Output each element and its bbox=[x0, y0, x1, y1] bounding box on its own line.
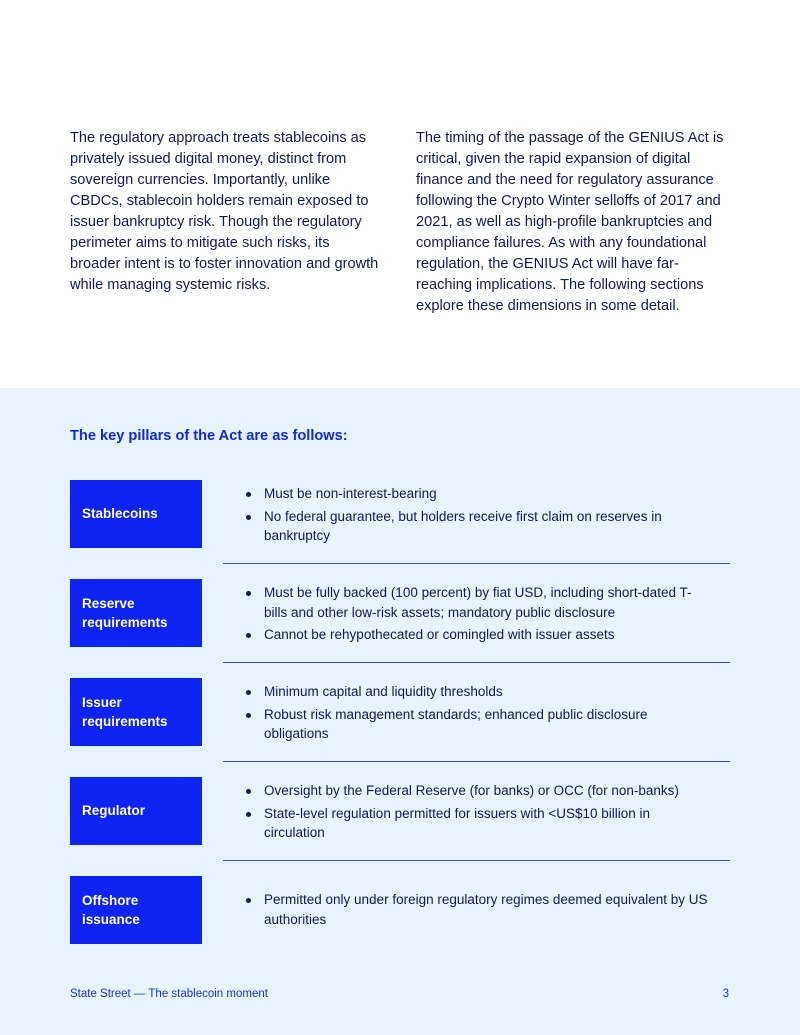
bullet-dot-icon bbox=[246, 591, 251, 596]
pillars-list bbox=[70, 480, 730, 975]
pillar-label-reserve-requirements bbox=[70, 579, 202, 647]
bullet-item bbox=[244, 583, 714, 622]
pillar-bullets bbox=[244, 781, 714, 846]
intro-right-paragraph: The timing of the passage of the GENIUS Act is critical, given the rapid expansion of digital finance and the need for regulatory assurance following the Crypto Winter selloffs of 2017 and 2021, as well as high-profile bankruptcies and compliance failures. As with any foundational regulation, the GENIUS Act will have far-reaching implications. The following sections explore these dimensions in some detail. bbox=[416, 130, 724, 314]
bullet-item bbox=[244, 781, 714, 801]
pillar-label-regulator bbox=[70, 777, 202, 845]
bullet-dot-icon bbox=[246, 713, 251, 718]
bullet-item bbox=[244, 804, 714, 843]
pillar-row-stablecoins bbox=[70, 480, 730, 579]
intro-section bbox=[0, 0, 800, 388]
bullet-item bbox=[244, 890, 714, 929]
intro-right-column bbox=[416, 128, 726, 317]
bullet-dot-icon bbox=[246, 898, 251, 903]
pillar-row-offshore-issuance bbox=[70, 876, 730, 975]
row-divider bbox=[223, 563, 730, 564]
bullet-text: Oversight by the Federal Reserve (for banks) or OCC (for non-banks) bbox=[264, 783, 679, 798]
bullet-dot-icon bbox=[246, 633, 251, 638]
bullet-item bbox=[244, 682, 714, 702]
footer-title: State Street — The stablecoin moment bbox=[70, 988, 268, 1000]
bullet-item bbox=[244, 625, 714, 645]
pillar-bullets bbox=[244, 682, 714, 747]
pillar-bullets bbox=[244, 484, 714, 549]
row-divider bbox=[223, 761, 730, 762]
bullet-dot-icon bbox=[246, 789, 251, 794]
pillar-row-regulator bbox=[70, 777, 730, 876]
pillars-section bbox=[0, 388, 800, 1035]
row-divider bbox=[223, 662, 730, 663]
pillar-label-text: Offshore issuance bbox=[82, 892, 140, 927]
bullet-dot-icon bbox=[246, 812, 251, 817]
pillars-heading: The key pillars of the Act are as follows: bbox=[70, 428, 348, 444]
pillar-label-text: Stablecoins bbox=[82, 506, 158, 522]
bullet-dot-icon bbox=[246, 515, 251, 520]
page-footer bbox=[70, 988, 730, 1000]
bullet-text: No federal guarantee, but holders receive first claim on reserves in bankruptcy bbox=[264, 508, 662, 543]
pillar-label-text: Reserve requirements bbox=[82, 595, 168, 630]
pillar-label-offshore-issuance bbox=[70, 876, 202, 944]
bullet-text: State-level regulation permitted for issuers with <US$10 billion in circulation bbox=[264, 805, 651, 840]
intro-left-paragraph: The regulatory approach treats stablecoins as privately issued digital money, distinct from sovereign currencies. Importantly, unlike CBDCs, stablecoin holders remain exposed to issuer bankruptcy risk. Though the regulatory perimeter aims to mitigate such risks, its broader intent is to foster innovation and growth while managing systemic risks. bbox=[70, 130, 379, 293]
pillar-bullets bbox=[244, 890, 714, 932]
bullet-text: Must be non-interest-bearing bbox=[264, 486, 437, 501]
bullet-text: Robust risk management standards; enhanced public disclosure obligations bbox=[264, 706, 648, 741]
pillar-label-stablecoins bbox=[70, 480, 202, 548]
bullet-item bbox=[244, 484, 714, 504]
bullet-item bbox=[244, 507, 714, 546]
intro-left-column bbox=[70, 128, 380, 296]
bullet-text: Cannot be rehypothecated or comingled with issuer assets bbox=[264, 627, 615, 642]
bullet-item bbox=[244, 705, 714, 744]
pillar-label-text: Regulator bbox=[82, 803, 146, 819]
bullet-dot-icon bbox=[246, 492, 251, 497]
pillar-bullets bbox=[244, 583, 714, 648]
pillar-row-reserve-requirements bbox=[70, 579, 730, 678]
row-divider bbox=[223, 860, 730, 861]
bullet-text: Must be fully backed (100 percent) by fiat USD, including short-dated T-bills and other low-risk assets; mandatory public disclosure bbox=[264, 585, 692, 620]
page-number: 3 bbox=[722, 988, 729, 1000]
pillar-row-issuer-requirements bbox=[70, 678, 730, 777]
pillar-label-issuer-requirements bbox=[70, 678, 202, 746]
bullet-dot-icon bbox=[246, 690, 251, 695]
bullet-text: Minimum capital and liquidity thresholds bbox=[264, 684, 503, 699]
bullet-text: Permitted only under foreign regulatory regimes deemed equivalent by US authorities bbox=[264, 892, 708, 927]
pillar-label-text: Issuer requirements bbox=[82, 694, 168, 729]
